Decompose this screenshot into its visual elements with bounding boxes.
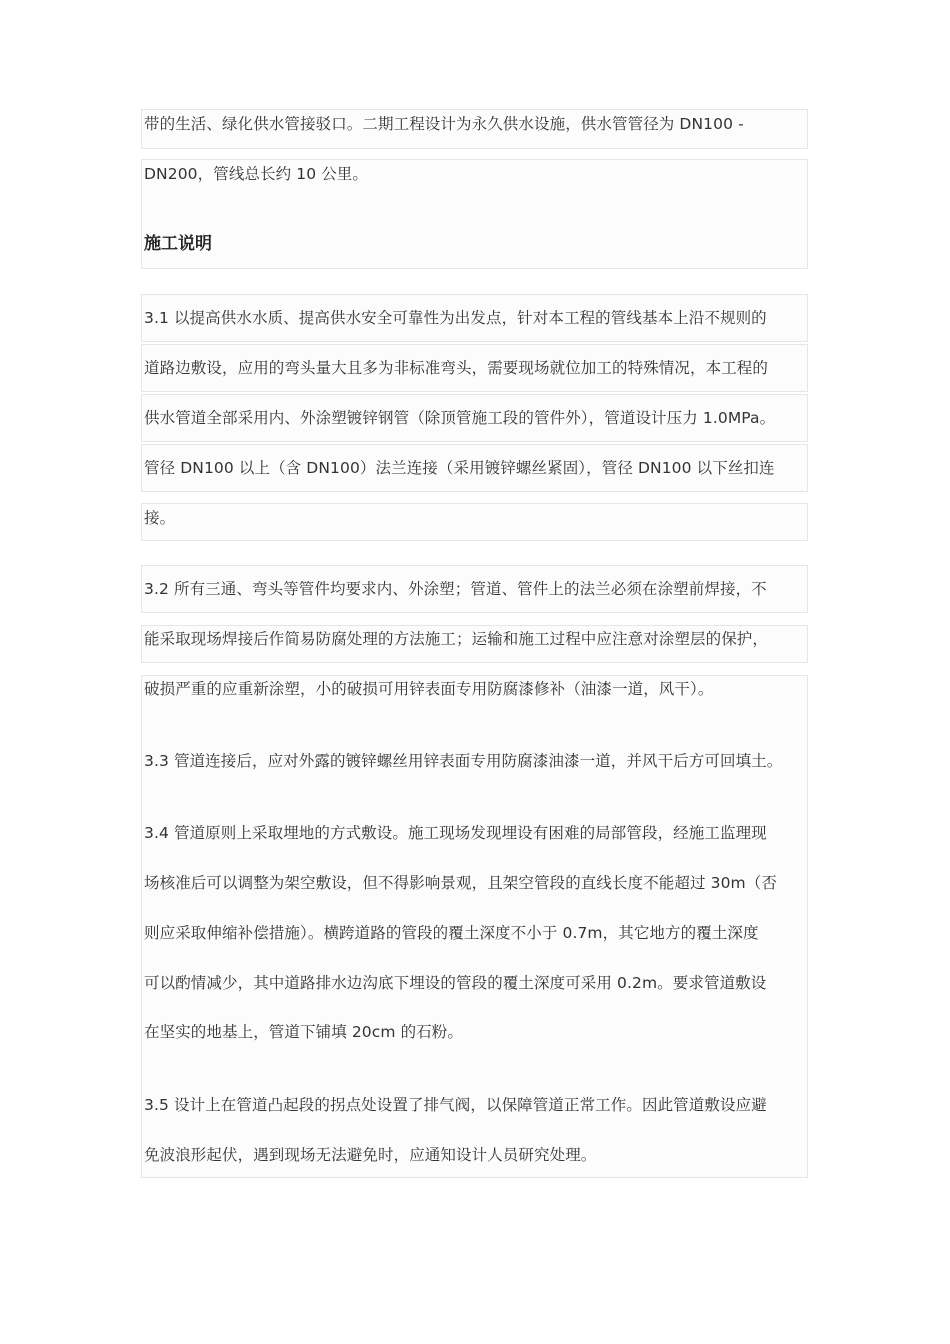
item-3-5-line-2: 免波浪形起伏，遇到现场无法避免时，应通知设计人员研究处理。	[144, 1146, 597, 1164]
item-3-5-line-1: 3.5 设计上在管道凸起段的拐点处设置了排气阀，以保障管道正常工作。因此管道敷设应避	[144, 1096, 767, 1114]
item-3-2-line-3: 破损严重的应重新涂塑，小的破损可用锌表面专用防腐漆修补（油漆一道，风干）。	[144, 680, 714, 698]
intro-line-1: 带的生活、绿化供水管接驳口。二期工程设计为永久供水设施，供水管管径为 DN100 -	[144, 115, 744, 133]
item-3-3-line-1: 3.3 管道连接后，应对外露的镀锌螺丝用锌表面专用防腐漆油漆一道，并风干后方可回填土。	[144, 752, 783, 770]
text-box	[141, 503, 808, 541]
item-3-1-line-5: 接。	[144, 509, 176, 527]
section-heading: 施工说明	[144, 234, 212, 254]
item-3-4-line-5: 在坚实的地基上，管道下铺填 20cm 的石粉。	[144, 1023, 463, 1041]
item-3-1-line-1: 3.1 以提高供水水质、提高供水安全可靠性为出发点，针对本工程的管线基本上沿不规则的	[144, 309, 767, 327]
item-3-1-line-4: 管径 DN100 以上（含 DN100）法兰连接（采用镀锌螺丝紧固），管径 DN100 以下丝扣连	[144, 459, 775, 477]
item-3-1-line-3: 供水管道全部采用内、外涂塑镀锌钢管（除顶管施工段的管件外），管道设计压力 1.0MPa。	[144, 409, 776, 427]
item-3-2-line-1: 3.2 所有三通、弯头等管件均要求内、外涂塑；管道、管件上的法兰必须在涂塑前焊接，不	[144, 580, 767, 598]
item-3-4-line-2: 场核准后可以调整为架空敷设，但不得影响景观，且架空管段的直线长度不能超过 30m（否	[144, 874, 777, 892]
item-3-2-line-2: 能采取现场焊接后作简易防腐处理的方法施工；运输和施工过程中应注意对涂塑层的保护，	[144, 630, 769, 648]
item-3-4-line-4: 可以酌情减少，其中道路排水边沟底下埋设的管段的覆土深度可采用 0.2m。要求管道敷设	[144, 974, 767, 992]
item-3-4-line-1: 3.4 管道原则上采取埋地的方式敷设。施工现场发现埋设有困难的局部管段，经施工监理现	[144, 824, 767, 842]
intro-line-2: DN200，管线总长约 10 公里。	[144, 165, 368, 183]
item-3-4-line-3: 则应采取伸缩补偿措施）。横跨道路的管段的覆土深度不小于 0.7m，其它地方的覆土深度	[144, 924, 759, 942]
item-3-1-line-2: 道路边敷设，应用的弯头量大且多为非标准弯头，需要现场就位加工的特殊情况，本工程的	[144, 359, 769, 377]
